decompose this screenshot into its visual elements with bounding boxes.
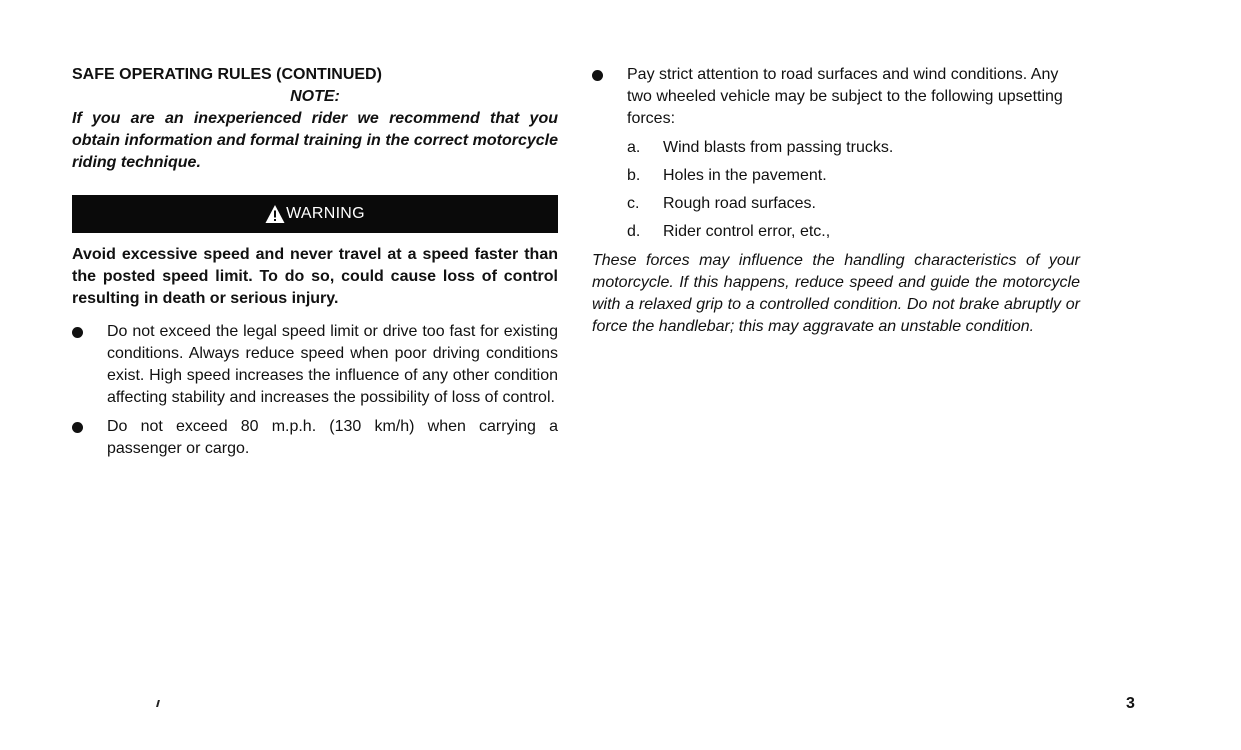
section-title: SAFE OPERATING RULES (CONTINUED) (72, 66, 382, 83)
warning-text: Avoid excessive speed and never travel at a speed faster than the posted speed limit. To do so, could cause loss of control resulting in death or serious injury. (72, 246, 558, 307)
bullet-text: Do not exceed the legal speed limit or drive too fast for existing conditions. Always reduce speed when poor driving conditions exist. High speed increases the influence of any other condition affecting stability and increases the possibility of loss of control. (107, 323, 558, 406)
sub-list-item (627, 222, 1080, 242)
warning-banner (72, 195, 558, 233)
list-item (72, 416, 558, 460)
sub-item-text: Rough road surfaces. (663, 195, 816, 212)
right-column (592, 64, 1080, 338)
caution-paragraph: These forces may influence the handling characteristics of your motorcycle. If this happens, reduce speed and guide the motorcycle with a relaxed grip to a controlled condition. Do not brake abruptly or force the handlebar; this may aggravate an unstable condition. (592, 252, 1080, 335)
sub-list-item (627, 194, 1080, 214)
sub-item-text: Wind blasts from passing trucks. (663, 139, 894, 156)
sub-item-text: Rider control error, etc., (663, 223, 831, 240)
page-number: 3 (1126, 695, 1135, 712)
bullet-icon (592, 70, 603, 81)
left-column (72, 64, 558, 460)
sub-list-item (627, 166, 1080, 186)
warning-label: WARNING (286, 205, 365, 222)
note-heading: NOTE: (290, 88, 340, 105)
sub-item-letter: c. (627, 195, 640, 212)
scan-speck (156, 700, 160, 707)
sub-item-letter: d. (627, 223, 641, 240)
list-item (592, 64, 1080, 130)
bullet-text: Pay strict attention to road surfaces and wind conditions. Any two wheeled vehicle may be subject to the following upsetting forces: (627, 66, 1063, 127)
sub-item-letter: a. (627, 139, 641, 156)
sub-item-letter: b. (627, 167, 641, 184)
upsetting-forces-list (627, 138, 1080, 242)
bullet-icon (72, 327, 83, 338)
sub-list-item (627, 138, 1080, 158)
bullet-icon (72, 422, 83, 433)
bullet-text: Do not exceed 80 m.p.h. (130 km/h) when carrying a passenger or cargo. (107, 418, 558, 457)
sub-item-text: Holes in the pavement. (663, 167, 827, 184)
list-item (72, 321, 558, 409)
warning-triangle-icon (265, 204, 285, 224)
note-text: If you are an inexperienced rider we recommend that you obtain information and formal training in the correct motorcycle riding technique. (72, 110, 558, 171)
